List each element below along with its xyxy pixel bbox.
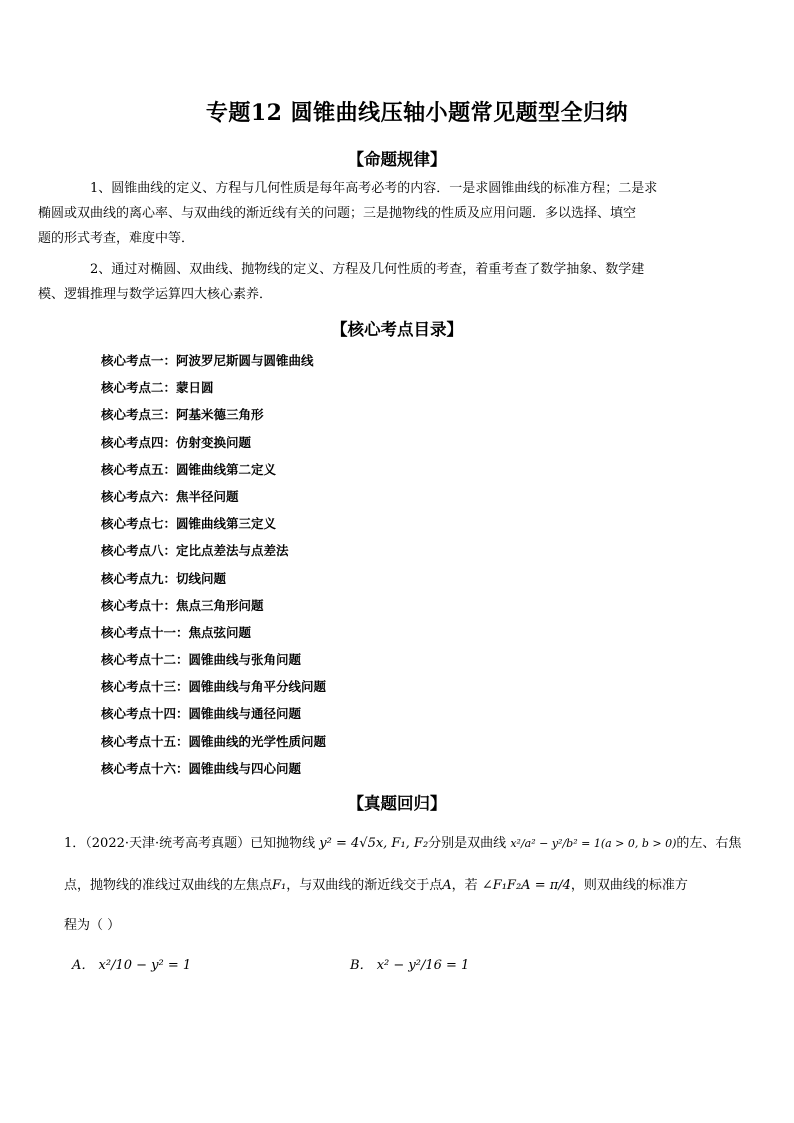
focus-f1: F₁ <box>272 878 287 893</box>
toc-item: 核心考点六：焦半径问题 <box>101 488 239 504</box>
question-text: 的左、右焦 <box>676 836 742 851</box>
question-1-line-2 <box>64 874 688 893</box>
toc-item: 核心考点五：圆锥曲线第二定义 <box>101 461 277 477</box>
question-1-line-1 <box>64 832 741 851</box>
rules-paragraph-2 <box>38 257 724 307</box>
question-text: 点，抛物线的准线过双曲线的左焦点 <box>64 878 273 893</box>
toc-item: 核心考点十一：焦点弦问题 <box>101 624 252 640</box>
toc-item: 核心考点一：阿波罗尼斯圆与圆锥曲线 <box>101 353 314 368</box>
rules-p1-line3: 题的形式考查，难度中等． <box>38 231 195 246</box>
parabola-equation: y² = 4√5x, F₁, F₂ <box>319 836 429 851</box>
toc-item: 核心考点九：切线问题 <box>101 570 227 586</box>
toc-item: 核心考点十二：圆锥曲线与张角问题 <box>101 652 302 668</box>
toc-heading: 【核心考点目录】 <box>331 320 463 339</box>
rules-p2-line1: 2、通过对椭圆、双曲线、抛物线的定义、方程及几何性质的考查，着重考查了数学抽象、数学建 <box>90 262 645 277</box>
toc-item: 核心考点七：圆锥曲线第三定义 <box>101 516 277 532</box>
angle-condition: ∠F₁F₂A = π/4 <box>481 878 571 893</box>
title-text: 专题12 圆锥曲线压轴小题常见题型全归纳 <box>205 100 629 126</box>
hyperbola-equation: x²/a² − y²/b² = 1(a > 0, b > 0) <box>510 837 677 850</box>
rules-p1-line1: 1、圆锥曲线的定义、方程与几何性质是每年高考必考的内容．一是求圆锥曲线的标准方程；二是求 <box>90 181 658 196</box>
question-text: ，与双曲线的渐近线交于点 <box>286 878 443 893</box>
toc-item: 核心考点四：仿射变换问题 <box>101 434 252 450</box>
toc-item: 核心考点十五：圆锥曲线的光学性质问题 <box>101 733 327 749</box>
toc-item: 核心考点三：阿基米德三角形 <box>101 407 264 423</box>
choice-label: B． <box>350 958 373 973</box>
question-text: ，则双曲线的标准方 <box>570 878 688 893</box>
choice-b[interactable] <box>350 954 469 973</box>
rules-p2-line2: 模、逻辑推理与数学运算四大核心素养． <box>38 287 273 302</box>
real-exam-heading: 【真题回归】 <box>347 794 447 813</box>
toc-item: 核心考点二：蒙日圆 <box>101 380 214 396</box>
choice-expression: x² − y²/16 = 1 <box>376 958 470 973</box>
toc-item: 核心考点十：焦点三角形问题 <box>101 597 264 613</box>
choice-label: A． <box>72 958 95 973</box>
question-source: （2022·天津·统考高考真题） <box>85 836 251 851</box>
rules-p1-line2: 椭圆或双曲线的离心率、与双曲线的渐近线有关的问题；三是抛物线的性质及应用问题．多以选择、填空 <box>38 206 637 221</box>
question-text: 分别是双曲线 <box>428 836 507 851</box>
toc-list <box>101 348 326 783</box>
toc-item: 核心考点八：定比点差法与点差法 <box>101 543 289 559</box>
toc-item: 核心考点十三：圆锥曲线与角平分线问题 <box>101 679 327 695</box>
toc-item: 核心考点十六：圆锥曲线与四心问题 <box>101 760 302 776</box>
rules-heading: 【命题规律】 <box>347 150 447 169</box>
question-text: 已知抛物线 <box>250 836 316 851</box>
point-a: A <box>442 878 452 893</box>
question-1-line-3: 程为（ ） <box>64 918 121 933</box>
question-text: ，若 <box>451 878 478 893</box>
choice-a[interactable] <box>72 954 191 973</box>
page-title <box>0 96 794 127</box>
choice-expression: x²/10 − y² = 1 <box>98 958 192 973</box>
toc-item: 核心考点十四：圆锥曲线与通径问题 <box>101 706 302 722</box>
rules-paragraph-1 <box>38 176 724 251</box>
question-number: 1． <box>64 836 86 851</box>
